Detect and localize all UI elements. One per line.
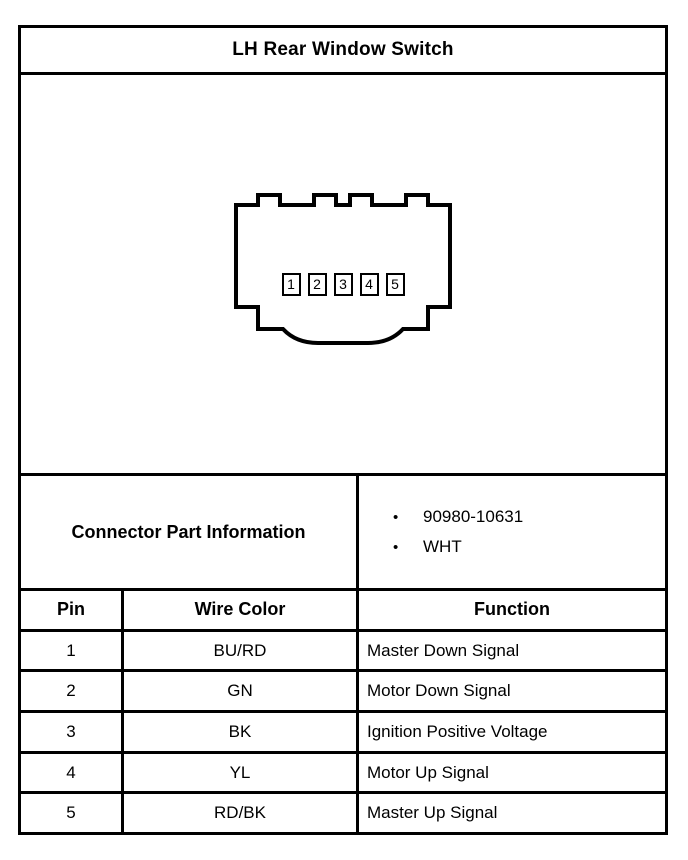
page-title-text: LH Rear Window Switch <box>232 39 454 60</box>
connector-part-information-label <box>21 476 359 588</box>
column-header-wire-color: Wire Color <box>124 591 359 629</box>
pin-box-2: 2 <box>308 273 327 296</box>
connector-part-information-values <box>359 476 665 588</box>
connector-part-information-label-text: Connector Part Information <box>71 521 306 542</box>
cell-function: Ignition Positive Voltage <box>367 721 548 741</box>
cell-function: Master Up Signal <box>367 803 498 823</box>
column-header-pin: Pin <box>21 591 124 629</box>
cell-function: Motor Up Signal <box>367 762 489 782</box>
cell-function: Motor Down Signal <box>367 681 511 701</box>
bullet-icon: • <box>393 538 399 556</box>
pin-box-4: 4 <box>360 273 379 296</box>
table-row <box>21 713 665 754</box>
table-row <box>21 794 665 832</box>
pin-assignment-table <box>21 591 665 832</box>
connector-drawing-area <box>21 75 665 476</box>
pin-box-5: 5 <box>386 273 405 296</box>
cell-pin: 4 <box>21 754 124 792</box>
connector-part-information-row <box>21 476 665 591</box>
bullet-icon: • <box>393 508 399 526</box>
cell-wire-color: GN <box>124 672 359 710</box>
connector-part-number-item <box>393 502 665 532</box>
pin-box-3: 3 <box>334 273 353 296</box>
page-title <box>21 28 665 75</box>
cell-wire-color: RD/BK <box>124 794 359 832</box>
table-row <box>21 632 665 673</box>
cell-wire-color: BK <box>124 713 359 751</box>
connector-outline-icon <box>228 187 458 352</box>
column-header-function: Function <box>474 599 550 620</box>
pin-box-1: 1 <box>282 273 301 296</box>
cell-pin: 5 <box>21 794 124 832</box>
table-row <box>21 672 665 713</box>
connector-diagram-sheet <box>18 25 668 835</box>
connector-color: WHT <box>423 537 462 556</box>
connector-part-number: 90980-10631 <box>423 507 524 526</box>
table-row <box>21 754 665 795</box>
cell-function: Master Down Signal <box>367 640 520 660</box>
table-header-row <box>21 591 665 632</box>
cell-pin: 3 <box>21 713 124 751</box>
connector-color-item <box>393 532 665 562</box>
cell-pin: 1 <box>21 632 124 670</box>
cell-pin: 2 <box>21 672 124 710</box>
connector-illustration <box>228 187 458 352</box>
pin-number-row <box>228 273 458 296</box>
cell-wire-color: BU/RD <box>124 632 359 670</box>
cell-wire-color: YL <box>124 754 359 792</box>
